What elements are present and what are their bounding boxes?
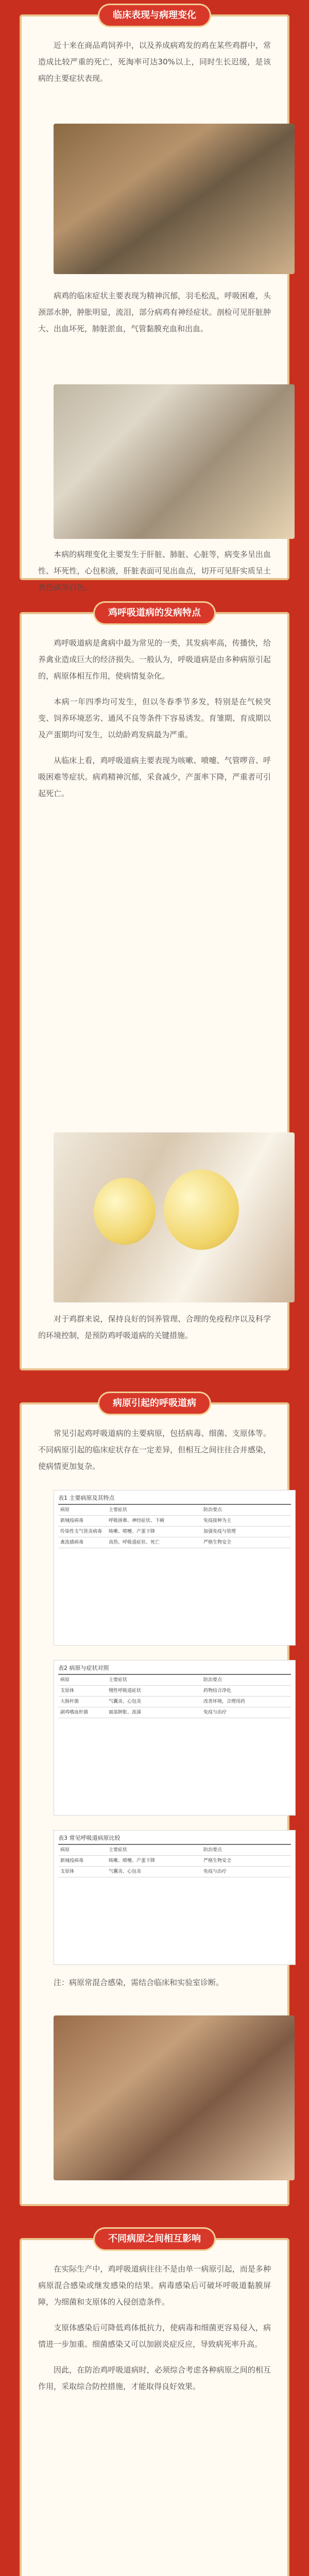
paragraph: 本病的病理变化主要发生于肝脏、肺脏、心脏等，病变多呈出血性、坏死性，心包积液，肝脏表面可见出血点，切开可见肝实质呈土黄色或灰白色。 (38, 550, 271, 592)
table-cell: 禽流感病毒 (60, 1540, 84, 1545)
section-title-2: 鸡呼吸道病的发病特点 (95, 603, 214, 623)
table-row (58, 1537, 291, 1548)
section-panel-1 (20, 10, 289, 592)
section-text-1c (38, 546, 271, 605)
paragraph: 因此，在防治鸡呼吸道病时，必须综合考虑各种病原之间的相互作用，采取综合防控措施，才能取得良好效果。 (38, 2365, 271, 2391)
table-title: 表3 常见呼吸道病原比较 (58, 1835, 121, 1841)
table-head-cell: 防治要点 (203, 1677, 222, 1683)
table-grid (58, 1674, 291, 1718)
table-cell: 免疫与治疗 (203, 1710, 227, 1715)
farm-photo-3 (54, 2015, 295, 2180)
chick-photo (54, 1132, 295, 1302)
table-head-cell: 病原 (60, 1848, 70, 1853)
table-cell: 支原体 (60, 1869, 75, 1874)
table-row (58, 1856, 291, 1867)
table-header (58, 1675, 291, 1686)
paragraph: 病鸡的临床症状主要表现为精神沉郁，羽毛松乱，呼吸困难，头颈部水肿，肿胀明显，流泪，部分病鸡有神经症状。剖检可见肝脏肿大、出血坏死，肺脏淤血，气管黏膜充血和出血。 (38, 291, 271, 333)
chick-shape (164, 1170, 239, 1250)
table-cell: 咳嗽、喷嚏、产蛋下降 (109, 1858, 156, 1863)
table-row (58, 1516, 291, 1527)
table-grid (58, 1844, 291, 1877)
table-cell: 严格生物安全 (203, 1858, 232, 1863)
table-head-cell: 主要症状 (109, 1507, 128, 1513)
section-title-3: 病原引起的呼吸道病 (99, 1393, 210, 1414)
paragraph: 对于鸡群来说，保持良好的饲养管理、合理的免疫程序以及科学的环境控制，是预防鸡呼吸道病的关键措施。 (38, 1314, 271, 1340)
table-row (58, 1707, 291, 1718)
table-grid (58, 1504, 291, 1548)
table-header (58, 1845, 291, 1856)
table-cell: 高热、呼吸道症状、死亡 (109, 1540, 160, 1545)
paragraph: 在实际生产中，鸡呼吸道病往往不是由单一病原引起，而是多种病原混合感染或继发感染的结果。病毒感染后可破坏呼吸道黏膜屏障，为细菌和支原体的入侵创造条件。 (38, 2264, 271, 2307)
farm-photo-1 (54, 124, 295, 274)
table-row (58, 1867, 291, 1877)
table-cell: 新城疫病毒 (60, 1518, 84, 1523)
section-title-4: 不同病原之间相互影响 (95, 2229, 214, 2249)
table-head-cell: 病原 (60, 1677, 70, 1683)
table-cell: 副鸡嗜血杆菌 (60, 1710, 89, 1715)
table-row (58, 1697, 291, 1707)
section-text-2b (38, 1311, 271, 1353)
section-panel-4 (20, 2233, 289, 2576)
table-cell: 气囊炎、心包炎 (109, 1699, 142, 1704)
paragraph: 从临床上看，鸡呼吸道病主要表现为咳嗽、喷嚏、气管啰音、呼吸困难等症状。病鸡精神沉郁，采食减少，产蛋率下降，严重者可引起死亡。 (38, 756, 271, 798)
table-cell: 面部肿胀、流涕 (109, 1710, 142, 1715)
section-text-4a (38, 2261, 271, 2404)
table-cell: 支原体 (60, 1688, 75, 1693)
table-head-cell: 防治要点 (203, 1848, 222, 1853)
section-panel-3 (20, 1398, 289, 2206)
table-cell: 气囊炎、心包炎 (109, 1869, 142, 1874)
farm-photo-2 (54, 384, 295, 539)
table-cell: 呼吸困难、神经症状、下痢 (109, 1518, 165, 1523)
table-1 (54, 1490, 296, 1646)
section-text-1b (38, 287, 271, 346)
section-text-2a (38, 635, 271, 811)
paragraph: 近十来在商品鸡饲养中，以及养成病鸡发的鸡在某些鸡群中，常造成比较严重的死亡，死淘率可达30%以上，同时生长迟缓，是该病的主要症状表现。 (38, 41, 271, 83)
table-cell: 大肠杆菌 (60, 1699, 79, 1704)
table-cell: 改善环境，合理用药 (203, 1699, 246, 1704)
table-cell: 药物结合净化 (203, 1688, 232, 1693)
table-cell: 加强免疫与管理 (203, 1529, 236, 1534)
table-cell: 慢性呼吸道症状 (109, 1688, 142, 1693)
section-title-1: 临床表现与病理变化 (99, 5, 210, 26)
table-head-cell: 病原 (60, 1507, 70, 1513)
table-head-cell: 防治要点 (203, 1507, 222, 1513)
table-cell: 免疫接种为主 (203, 1518, 232, 1523)
section-text-1 (38, 37, 271, 96)
table-head-cell: 主要症状 (109, 1677, 128, 1683)
table-cell: 咳嗽、喷嚏、产蛋下降 (109, 1529, 156, 1534)
chick-shape (94, 1178, 156, 1245)
table-cell: 免疫与治疗 (203, 1869, 227, 1874)
paragraph: 常见引起鸡呼吸道病的主要病原，包括病毒、细菌、支原体等。不同病原引起的临床症状存在一定差异，但相互之间往往合并感染，使病情更加复杂。 (38, 1429, 271, 1471)
paragraph: 鸡呼吸道病是禽病中最为常见的一类，其发病率高，传播快，给养禽业造成巨大的经济损失。一般认为，呼吸道病是由多种病原引起的，病原体相互作用，使病情复杂化。 (38, 638, 271, 681)
paragraph: 本病一年四季均可发生，但以冬春季节多发，特别是在气候突变、饲养环境恶劣、通风不良等条件下容易诱发。育雏期、育成期以及产蛋期均可发生，以幼龄鸡发病最为严重。 (38, 697, 271, 739)
table-cell: 新城疫病毒 (60, 1858, 84, 1863)
paragraph: 支原体感染后可降低鸡体抵抗力，使病毒和细菌更容易侵入，病情进一步加重。细菌感染又可以加剧炎症反应，导致病死率升高。 (38, 2323, 271, 2349)
table-head-cell: 主要症状 (109, 1848, 128, 1853)
table-3 (54, 1830, 296, 1965)
section-panel-2 (20, 607, 289, 1370)
table-2 (54, 1660, 296, 1816)
table-row (58, 1686, 291, 1697)
table-cell: 严格生物安全 (203, 1540, 232, 1545)
paragraph: 注：病原常混合感染，需结合临床和实验室诊断。 (54, 1978, 224, 1987)
table-title: 表1 主要病原及其特点 (58, 1495, 115, 1501)
table-title: 表2 病原与症状对照 (58, 1665, 109, 1671)
table-row (58, 1527, 291, 1537)
section-note-3 (38, 1974, 271, 2000)
section-text-3a (38, 1425, 271, 1484)
table-header (58, 1505, 291, 1516)
table-cell: 传染性支气管炎病毒 (60, 1529, 102, 1534)
